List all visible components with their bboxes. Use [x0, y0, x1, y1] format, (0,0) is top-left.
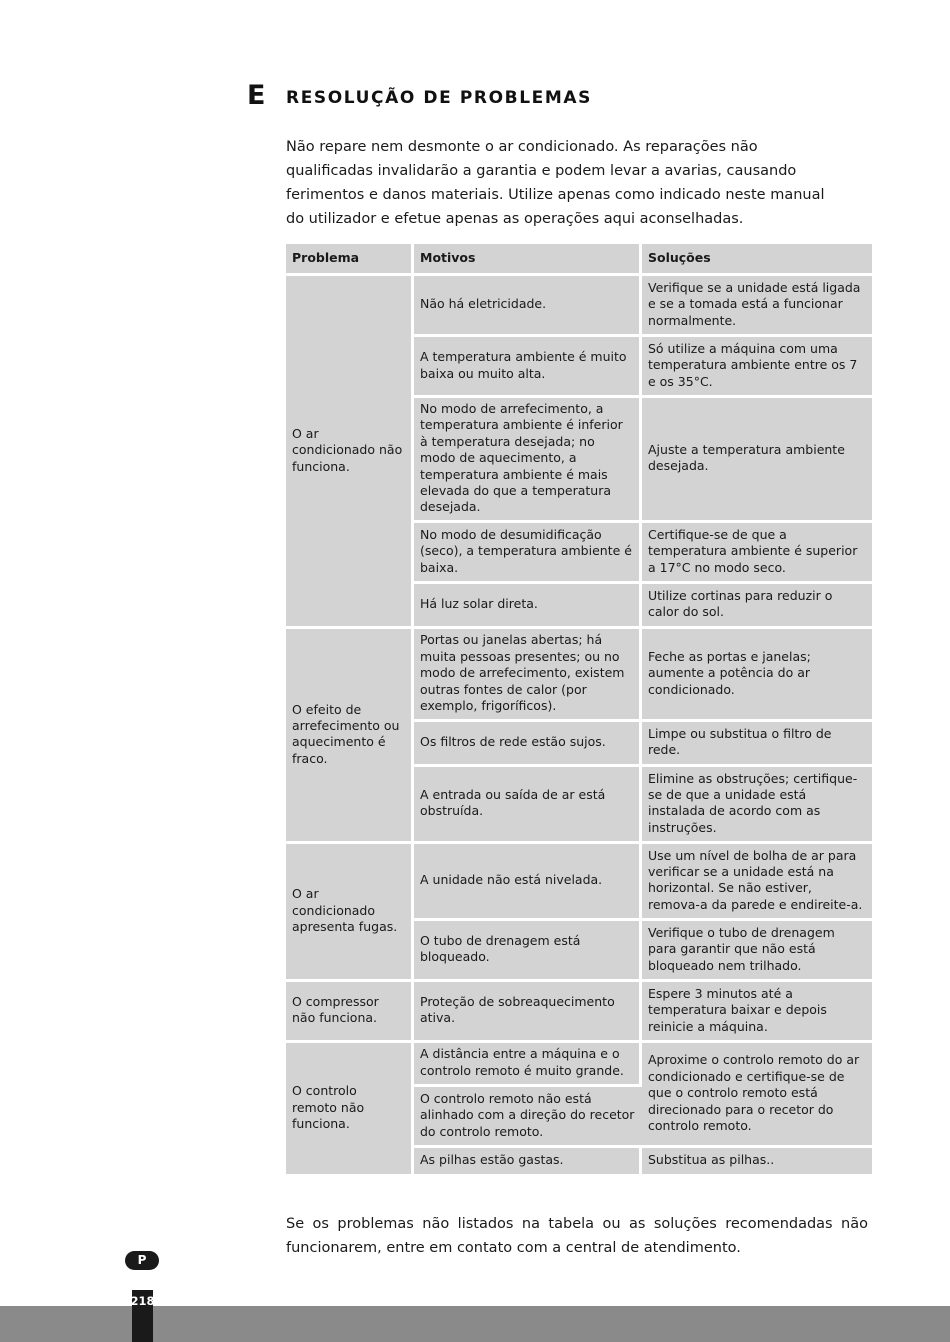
troubleshooting-table	[286, 244, 872, 1177]
reason-cell: No modo de arrefecimento, a temperatura ambiente é inferior à temperatura desejada; no modo de aquecimento, a temperatura ambiente é mais elevada do que a temperatura desejada.	[414, 398, 642, 523]
solution-cell: Espere 3 minutos até a temperatura baixar e depois reinicie a máquina.	[642, 982, 872, 1043]
header-problem: Problema	[286, 244, 414, 276]
reason-cell: No modo de desumidificação (seco), a temperatura ambiente é baixa.	[414, 523, 642, 584]
solution-cell: Verifique o tubo de drenagem para garantir que não está bloqueado nem trilhado.	[642, 921, 872, 982]
problem-cell: O controlo remoto não funciona.	[286, 1043, 414, 1177]
table-header-row	[286, 244, 872, 276]
solution-cell: Verifique se a unidade está ligada e se a tomada está a funcionar normalmente.	[642, 276, 872, 337]
solution-cell: Use um nível de bolha de ar para verificar se a unidade está na horizontal. Se não estiver, remova-a da parede e endireite-a.	[642, 844, 872, 921]
reason-cell: As pilhas estão gastas.	[414, 1148, 642, 1177]
reason-cell: Não há eletricidade.	[414, 276, 642, 337]
section-letter: E	[247, 80, 266, 111]
solution-cell: Substitua as pilhas..	[642, 1148, 872, 1177]
footer-paragraph: Se os problemas não listados na tabela ou as soluções recomendadas não funcionarem, entre em contato com a central de atendimento.	[286, 1216, 868, 1256]
solution-cell: Ajuste a temperatura ambiente desejada.	[642, 398, 872, 523]
reason-cell: A entrada ou saída de ar está obstruída.	[414, 767, 642, 844]
table-row	[286, 629, 872, 722]
reason-cell: Portas ou janelas abertas; há muita pessoas presentes; ou no modo de arrefecimento, existem outras fontes de calor (por exemplo, frigoríficos).	[414, 629, 642, 722]
reason-cell: A distância entre a máquina e o controlo remoto é muito grande.	[414, 1043, 642, 1087]
solution-cell: Elimine as obstruções; certifique-se de que a unidade está instalada de acordo com as instruções.	[642, 767, 872, 844]
table-row	[286, 276, 872, 337]
table-row	[286, 982, 872, 1043]
solution-cell: Certifique-se de que a temperatura ambiente é superior a 17°C no modo seco.	[642, 523, 872, 584]
reason-cell: A unidade não está nivelada.	[414, 844, 642, 921]
table-row	[286, 1043, 872, 1087]
reason-cell: A temperatura ambiente é muito baixa ou muito alta.	[414, 337, 642, 398]
table-row	[286, 844, 872, 921]
reason-cell: O tubo de drenagem está bloqueado.	[414, 921, 642, 982]
problem-cell: O efeito de arrefecimento ou aquecimento é fraco.	[286, 629, 414, 844]
solution-cell: Limpe ou substitua o filtro de rede.	[642, 722, 872, 767]
reason-cell: Há luz solar direta.	[414, 584, 642, 629]
solution-cell: Só utilize a máquina com uma temperatura ambiente entre os 7 e os 35°C.	[642, 337, 872, 398]
section-title: RESOLUÇÃO DE PROBLEMAS	[286, 88, 592, 108]
problem-cell: O ar condicionado apresenta fugas.	[286, 844, 414, 982]
page-number: 218	[130, 1294, 155, 1308]
intro-paragraph: Não repare nem desmonte o ar condicionado. As reparações não qualificadas invalidarão a garantia e podem levar a avarias, causando ferimentos e danos materiais. Utilize apenas como indicado neste manual do utilizador e efetue apenas as operações aqui aconselhadas.	[286, 139, 825, 227]
language-badge: P	[125, 1251, 159, 1270]
reason-cell: Os filtros de rede estão sujos.	[414, 722, 642, 767]
reason-cell: Proteção de sobreaquecimento ativa.	[414, 982, 642, 1043]
problem-cell: O compressor não funciona.	[286, 982, 414, 1043]
solution-cell: Feche as portas e janelas; aumente a potência do ar condicionado.	[642, 629, 872, 722]
solution-cell: Utilize cortinas para reduzir o calor do sol.	[642, 584, 872, 629]
header-reasons: Motivos	[414, 244, 642, 276]
problem-cell: O ar condicionado não funciona.	[286, 276, 414, 629]
reason-cell: O controlo remoto não está alinhado com a direção do recetor do controlo remoto.	[414, 1087, 642, 1148]
header-solutions: Soluções	[642, 244, 872, 276]
solution-cell: Aproxime o controlo remoto do ar condicionado e certifique-se de que o controlo remoto está direcionado para o recetor do controlo remoto.	[642, 1043, 872, 1148]
